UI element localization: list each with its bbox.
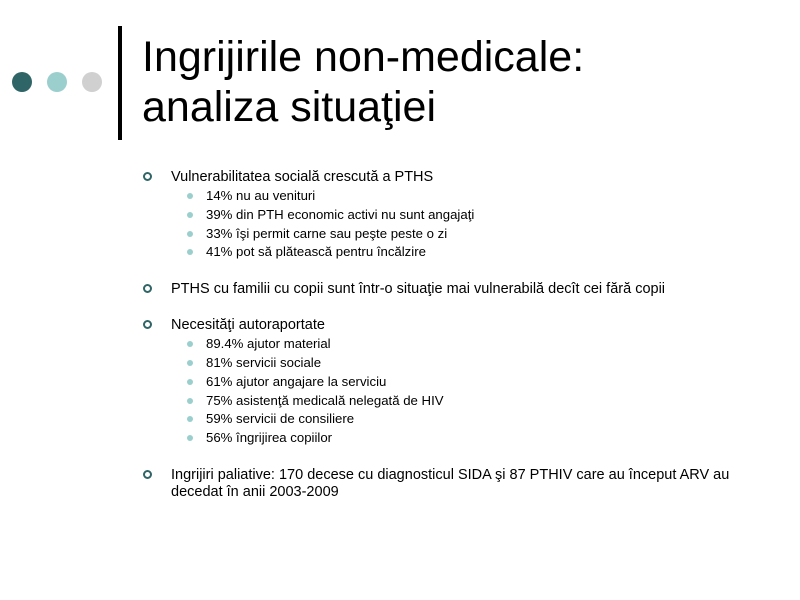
bullet-text: PTHS cu familii cu copii sunt într-o situaţie mai vulnerabilă decît cei fără copii [171,281,666,298]
dot-bullet-icon [187,249,193,255]
dot-bullet-icon [187,341,193,347]
title-line-2: analiza situaţiei [142,83,437,131]
sub-item [171,410,750,429]
sub-item [171,206,750,225]
sub-item [171,373,750,392]
sub-item-text: 33% îşi permit carne sau peşte peste o zi [206,225,448,241]
bullet-item [140,280,750,298]
bullet-item [140,316,750,448]
dot-bullet-icon [187,231,193,237]
bullet-item [140,466,750,501]
sub-item [171,187,750,206]
sub-item [171,225,750,244]
sub-item [171,354,750,373]
dot-light-teal [47,72,67,92]
sub-item [171,429,750,448]
bullet-text: Ingrijiri paliative: 170 decese cu diagnosticul SIDA şi 87 PTHIV care au început ARV au decedat în anii 2003-2009 [171,466,730,500]
dot-bullet-icon [187,416,193,422]
dot-bullet-icon [187,379,193,385]
dot-bullet-icon [187,435,193,441]
sub-item-text: 56% îngrijirea copiilor [206,430,333,446]
sub-item-text: 81% servicii sociale [206,354,322,370]
ring-bullet-icon [143,470,152,479]
sub-item [171,243,750,262]
sub-item-text: 41% pot să plătească pentru încălzire [206,244,426,260]
sub-list [171,335,750,448]
dot-bullet-icon [187,212,193,218]
bullet-item [140,168,750,262]
sub-item-text: 75% asistenţă medicală nelegată de HIV [206,392,444,408]
sub-item-text: 61% ajutor angajare la serviciu [206,373,387,389]
dot-bullet-icon [187,398,193,404]
sub-item [171,392,750,411]
ring-bullet-icon [143,320,152,329]
dot-bullet-icon [187,360,193,366]
dot-gray [82,72,102,92]
sub-item-text: 39% din PTH economic activi nu sunt angajaţi [206,206,475,222]
bullet-text: Vulnerabilitatea socială crescută a PTHS [171,169,434,185]
bullet-text: Necesităţi autoraportate [171,317,325,334]
sub-item [171,335,750,354]
sub-list [171,187,750,262]
sub-item-text: 89.4% ajutor material [206,336,331,352]
ring-bullet-icon [143,284,152,293]
dot-bullet-icon [187,193,193,199]
dot-dark-teal [12,72,32,92]
sub-item-text: 59% servicii de consiliere [206,411,355,427]
ring-bullet-icon [143,172,152,181]
slide-content [140,168,750,501]
title-line-1: Ingrijirile non-medicale: [142,33,585,81]
title-divider [118,26,122,140]
decorative-dots [12,72,104,94]
sub-item-text: 14% nu au venituri [206,188,316,203]
slide-title [142,32,782,132]
